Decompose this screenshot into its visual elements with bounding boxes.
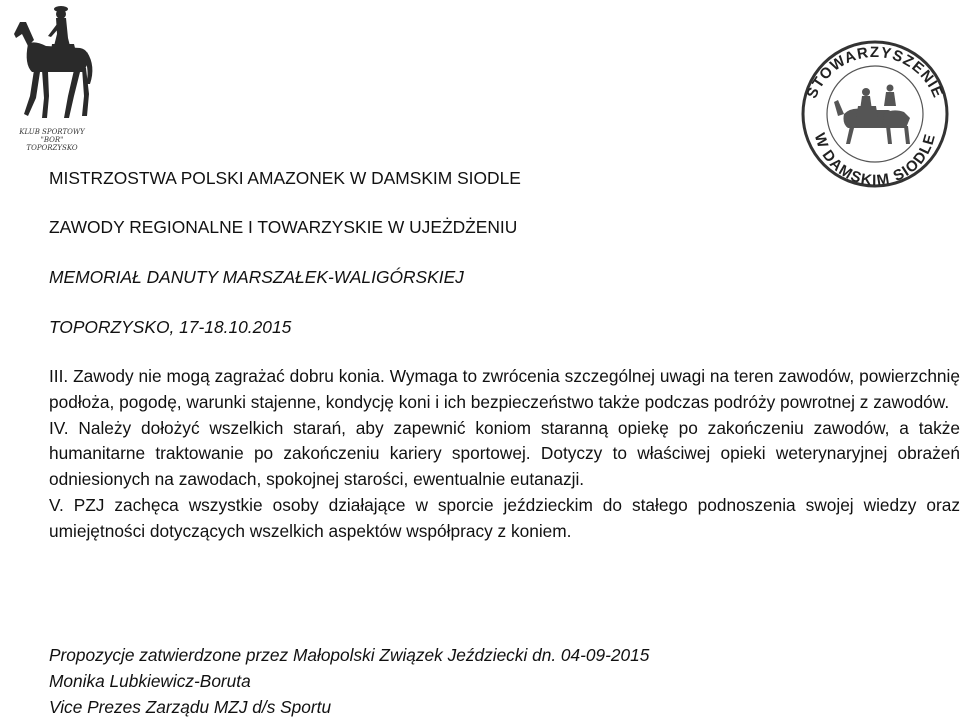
approval-footer [49, 642, 949, 720]
stamp-text-top: STOWARZYSZENIE [803, 43, 947, 102]
rule-paragraph-iii: III. Zawody nie mogą zagrażać dobru konia. Wymaga to zwrócenia szczególnej uwagi na teren zawodów, powierzchnię podłoża, pogodę, warunki stajenne, kondycję koni i ich bezpieczeństwo także podczas podróży powrotnej z zawodów. [49, 366, 960, 412]
club-logo-line2: TOPORZYSKO [26, 144, 78, 152]
place-and-date: TOPORZYSKO, 17-18.10.2015 [49, 317, 292, 337]
memorial-title: MEMORIAŁ DANUTY MARSZAŁEK-WALIGÓRSKIEJ [49, 267, 464, 287]
association-stamp-logo [792, 28, 958, 188]
signatory-name: Monika Lubkiewicz-Boruta [49, 671, 251, 691]
page-title: MISTRZOSTWA POLSKI AMAZONEK W DAMSKIM SIODLE [49, 168, 521, 188]
club-logo [4, 0, 96, 156]
event-subtitle: ZAWODY REGIONALNE I TOWARZYSKIE W UJEŻDŻENIU [49, 217, 518, 237]
club-logo-line1: KLUB SPORTOWY "BOR" [19, 128, 85, 144]
approval-statement: Propozycje zatwierdzone przez Małopolski Związek Jeździecki dn. 04-09-2015 [49, 645, 650, 665]
association-stamp-icon [792, 28, 958, 188]
rule-paragraph-v: V. PZJ zachęca wszystkie osoby działające w sporcie jeździeckim do stałego podnoszenia swojej wiedzy oraz umiejętności dotyczących wszelkich aspektów współpracy z koniem. [49, 494, 960, 541]
svg-text:STOWARZYSZENIE [803, 44, 946, 101]
club-logo-caption [14, 128, 90, 152]
signatory-role: Vice Prezes Zarządu MZJ d/s Sportu [49, 697, 332, 717]
riders-icon [834, 85, 910, 145]
rule-paragraph-iv: IV. Należy dołożyć wszelkich starań, aby zapewnić koniom staranną opiekę po zakończeniu zawodów, a także humanitarne traktowanie po zakończeniu kariery sportowej. Dotyczy to właściwej opieki weterynaryjnej obrażeń odniesionych na zawodach, spokojnej starości, ewentualnie eutanazji. [49, 417, 960, 490]
horse-rider-silhouette-icon [4, 0, 96, 130]
svg-text:W DAMSKIM SIODLE [811, 131, 939, 188]
stamp-text-bottom: W DAMSKIM SIODLE [810, 131, 940, 188]
rules-section [49, 364, 960, 545]
